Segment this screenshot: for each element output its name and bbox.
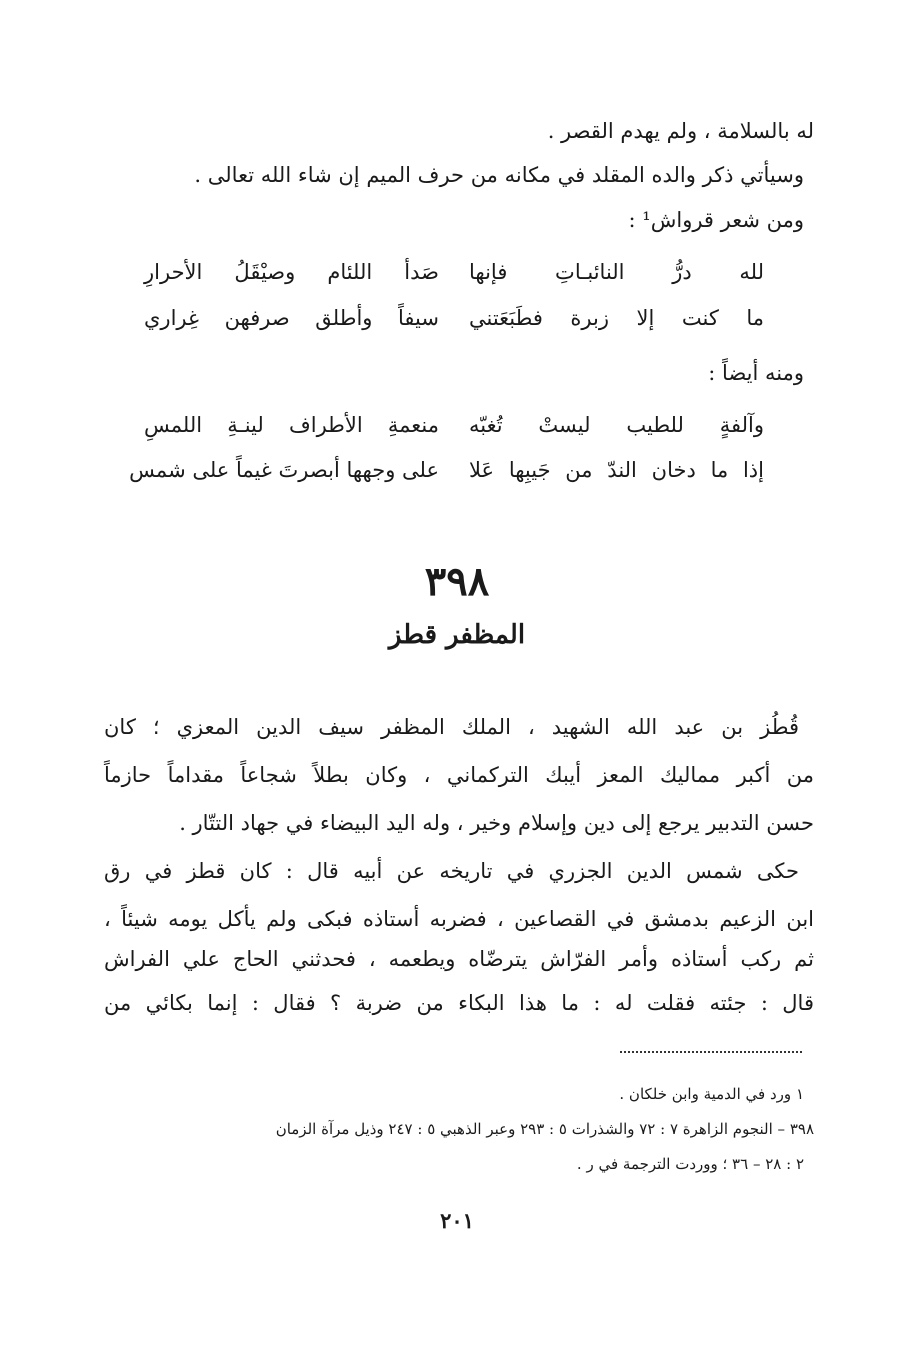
text-line: وسيأتي ذكر والده المقلد في مكانه من حرف الميم إن شاء الله تعالى .: [194, 163, 804, 187]
verse-second-hemistich: صَدأ اللئام وصيْقَلُ الأحرارِ: [144, 260, 439, 284]
verse-first-hemistich: لله درُّ النائبـاتِ فإنها: [469, 260, 764, 284]
footnote: ٢ : ٢٨ – ٣٦ ؛ ووردت الترجمة في ر .: [576, 1155, 804, 1173]
footnote: ٣٩٨ – النجوم الزاهرة ٧ : ٧٢ والشذرات ٥ : ٢٩٣ وعبر الذهبي ٥ : ٢٤٧ وذيل مرآة الزمان: [275, 1120, 814, 1138]
verse-line: [144, 257, 764, 287]
verse-line: [129, 455, 764, 485]
verse-line: [144, 303, 764, 333]
verse-second-hemistich: سيفاً وأطلق صرفهن غِراري: [144, 306, 439, 330]
text-line: له بالسلامة ، ولم يهدم القصر .: [547, 119, 814, 143]
verse-second-hemistich: على وجهها أبصرتَ غيماً على شمس: [129, 458, 439, 482]
body-line: من أكبر مماليك المعز أيبك التركماني ، وكان بطلاً شجاعاً مقداماً حازماً: [104, 763, 814, 787]
entry-number: ٣٩٨: [424, 558, 490, 605]
verse-first-hemistich: ما كنت إلا زبرة فطَبَعَتني: [469, 306, 764, 330]
verse-second-hemistich: منعمةِ الأطراف لينـةِ اللمسِ: [144, 413, 439, 437]
body-line: حسن التدبير يرجع إلى دين وإسلام وخير ، وله اليد البيضاء في جهاد التتّار .: [179, 811, 814, 835]
verse-first-hemistich: إذا ما دخان الندّ من جَيبِها عَلا: [469, 458, 764, 482]
page-number: ٢٠١: [440, 1208, 474, 1233]
body-line: حكى شمس الدين الجزري في تاريخه عن أبيه قال : كان قطز في رق: [104, 859, 799, 883]
body-line: ثم ركب أستاذه وأمر الفرّاش يترضّاه ويطعمه ، فحدثني الحاج علي الفراش: [104, 947, 814, 971]
verse-first-hemistich: وآلفةٍ للطيب ليستْ تُغبّه: [469, 413, 764, 437]
verse-line: [144, 410, 764, 440]
footnote: ١ ورد في الدمية وابن خلكان .: [619, 1085, 804, 1103]
footnote-separator: [620, 1051, 802, 1053]
body-line: قُطُز بن عبد الله الشهيد ، الملك المظفر سيف الدين المعزي ؛ كان: [104, 715, 799, 739]
text-line: ومنه أيضاً :: [708, 361, 804, 385]
entry-title: المظفر قطز: [388, 620, 526, 650]
body-line: قال : جئته فقلت له : ما هذا البكاء من ضربة ؟ فقال : إنما بكائي من: [104, 991, 814, 1015]
text-line: ومن شعر قرواش¹ :: [628, 208, 804, 232]
body-line: ابن الزعيم بدمشق في القصاعين ، فضربه أستاذه فبكى ولم يأكل يومه شيئاً ،: [104, 907, 814, 931]
